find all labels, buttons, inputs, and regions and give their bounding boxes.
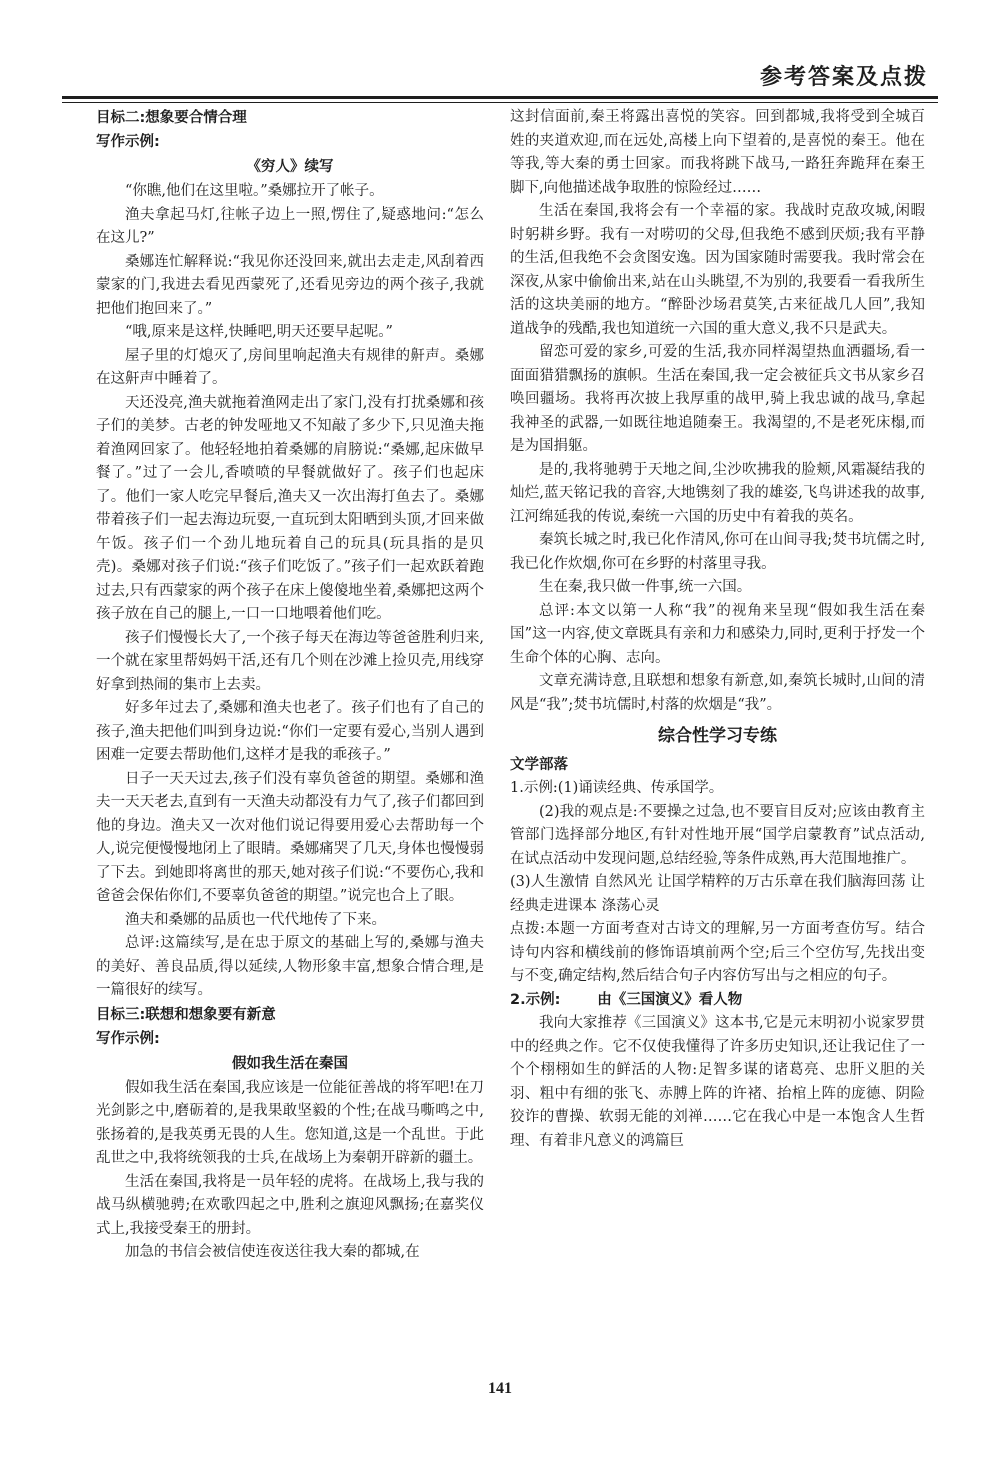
essay-title: 由《三国演义》看人物 [597, 991, 743, 1008]
comment: 总评:这篇续写,是在忠于原文的基础上写的,桑娜与渔夫的美好、善良品质,得以延续,人物形象丰富,想象合情合理,是一篇很好的续写。 [96, 935, 484, 998]
header-rule [62, 96, 938, 99]
paragraph: 留恋可爱的家乡,可爱的生活,我亦同样渴望热血洒疆场,看一面面猎猎飘扬的旗帜。生活在秦国,我一定会被征兵文书从家乡召唤回疆场。我将再次披上我厚重的战甲,骑上我忠诚的战马,拿起我神圣的武器,一如既往地追随秦王。我渴望的,不是老死床榻,而是为国捐躯。 [510, 344, 925, 454]
paragraph: 是的,我将驰骋于天地之间,尘沙吹拂我的脸颊,风霜凝结我的灿烂,蓝天铭记我的音容,大地镌刻了我的雄姿,飞鸟讲述我的故事,江河绵延我的传说,秦统一六国的历史中有着我的英名。 [510, 461, 925, 525]
paragraph: 生在秦,我只做一件事,统一六国。 [539, 579, 752, 595]
answer-heading [510, 989, 925, 1013]
paragraph: 生活在秦国,我将是一员年轻的虎将。在战场上,我与我的战马纵横驰骋;在欢歌四起之中,胜利之旗迎风飘扬;在嘉奖仪式上,我接受秦王的册封。 [96, 1173, 484, 1237]
example-label: 写作示例: [96, 134, 160, 150]
paragraph: 假如我生活在秦国,我应该是一位能征善战的将军吧!在刀光剑影之中,磨砺着的,是我果敢坚毅的个性;在战马嘶鸣之中,张扬着的,是我英勇无畏的人生。您知道,这是一个乱世。于此乱世之中,我将统领我的士兵,在战场上为秦朝开辟新的疆土。 [96, 1079, 484, 1166]
paragraph: 文章充满诗意,且联想和想象有新意,如,秦筑长城时,山间的清风是“我”;焚书坑儒时,村落的炊烟是“我”。 [510, 673, 925, 713]
answer-label: 2.示例: [510, 991, 561, 1008]
goal2-heading: 目标二:想象要合情合理 [96, 110, 247, 126]
paragraph: 秦筑长城之时,我已化作清风,你可在山间寻我;焚书坑儒之时,我已化作炊烟,你可在乡野的村落里寻我。 [510, 532, 925, 572]
answer: 1.示例:(1)诵读经典、传承国学。 [510, 780, 724, 796]
story1-title: 《穷人》续写 [246, 159, 334, 175]
paragraph: 我向大家推荐《三国演义》这本书,它是元末明初小说家罗贯中的经典之作。它不仅使我懂得了许多历史知识,还让我记住了一个个栩栩如生的鲜活的人物:足智多谋的诸葛亮、忠肝义胆的关羽、粗中有细的张飞、赤膊上阵的许褚、抬棺上阵的庞德、阴险狡诈的曹操、软弱无能的刘禅……它在我心中是一本饱含人生哲理、有着非凡意义的鸿篇巨 [510, 1015, 925, 1149]
section-title: 综合性学习专练 [658, 726, 777, 746]
paragraph: 日子一天天过去,孩子们没有辜负爸爸的期望。桑娜和渔夫一天天老去,直到有一天渔夫动都没有力气了,孩子们都回到他的身边。渔夫又一次对他们说记得要用爱心去帮助每一个人,说完便慢慢地闭上了眼睛。桑娜痛哭了几天,身体也慢慢弱了下去。到她即将离世的那天,她对孩子们说:“不要伤心,我和爸爸会保佑你们,不要辜负爸爸的期望。”说完也合上了眼。 [96, 770, 484, 904]
paragraph: 渔夫和桑娜的品质也一代代地传了下来。 [125, 911, 386, 928]
answer-tip: 点拨:本题一方面考查对古诗文的理解,另一方面考查仿写。结合诗句内容和横线前的修饰语填前两个空;后三个空仿写,先找出变与不变,确定结构,然后结合句子内容仿写出与之相应的句子。 [510, 921, 925, 984]
paragraph: “你瞧,他们在这里啦。”桑娜拉开了帐子。 [125, 183, 384, 199]
example-label: 写作示例: [96, 1030, 160, 1047]
paragraph: 桑娜连忙解释说:“我见你还没回来,就出去走走,风刮着西蒙家的门,我进去看见西蒙死了,还看见旁边的两个孩子,我就把他们抱回来了。” [96, 253, 484, 317]
paragraph: 天还没亮,渔夫就拖着渔网走出了家门,没有打扰桑娜和孩子们的美梦。古老的钟发哑地又不知敲了多少下,只见渔夫拖着渔网回家了。他轻轻地拍着桑娜的肩膀说:“桑娜,起床做早餐了。”过了一会儿,香喷喷的早餐就做好了。孩子们也起床了。他们一家人吃完早餐后,渔夫又一次出海打鱼去了。桑娜带着孩子们一起去海边玩耍,一直玩到太阳晒到头顶,才回来做午饭。孩子们一个劲儿地玩着自己的玩具(玩具指的是贝壳)。桑娜对孩子们说:“孩子们吃饭了。”孩子们一起欢跃着跑过去,只有西蒙家的两个孩子在床上傻傻地坐着,桑娜把这两个孩子放在自己的腿上,一口一口地喂着他们吃。 [96, 394, 484, 622]
paragraph: 生活在秦国,我将会有一个幸福的家。我战时克敌攻城,闲暇时躬耕乡野。我有一对唠叨的父母,但我绝不感到厌烦;我有平静的生活,但我绝不会贪图安逸。因为国家随时需要我。我时常会在深夜,从家中偷偷出来,站在山头眺望,不为别的,我要看一看我所生活的这块美丽的地方。“醉卧沙场君莫笑,古来征战几人回”,我知道战争的残酷,我也知道统一六国的重大意义,我不只是武夫。 [510, 203, 925, 337]
page-number: 141 [488, 1380, 512, 1397]
answer: (2)我的观点是:不要操之过急,也不要盲目反对;应该由教育主管部门选择部分地区,有针对性地开展“国学启蒙教育”试点活动,在试点活动中发现问题,总结经验,等条件成熟,再大范围地推广。 [510, 803, 925, 867]
paragraph: 加急的书信会被信使连夜送往我大秦的都城,在 [125, 1244, 420, 1260]
paragraph: 渔夫拿起马灯,往帐子边上一照,愣住了,疑惑地问:“怎么在这儿?” [96, 206, 484, 246]
paragraph: 这封信面前,秦王将露出喜悦的笑容。回到都城,我将受到全城百姓的夹道欢迎,而在远处,高楼上向下望着的,是喜悦的秦王。他在等我,等大秦的勇士回家。而我将跳下战马,一路狂奔跪拜在秦王脚下,向他描述战争取胜的惊险经过…… [510, 109, 925, 196]
goal3-heading: 目标三:联想和想象要有新意 [96, 1006, 276, 1023]
answer: (3)人生激情 自然风光 让国学精粹的万古乐章在我们脑海回荡 让经典走进课本 涤荡心灵 [510, 874, 925, 914]
story2-title: 假如我生活在秦国 [232, 1055, 348, 1072]
paragraph: “哦,原来是这样,快睡吧,明天还要早起呢。” [125, 324, 393, 340]
header-title: 参考答案及点拨 [759, 65, 928, 90]
comment: 总评:本文以第一人称“我”的视角来呈现“假如我生活在秦国”这一内容,使文章既具有亲和力和感染力,同时,更利于抒发一个生命个体的心胸、志向。 [510, 602, 925, 666]
left-column [96, 106, 484, 1265]
subsection-heading: 文学部落 [510, 757, 568, 773]
paragraph: 屋子里的灯熄灭了,房间里响起渔夫有规律的鼾声。桑娜在这鼾声中睡着了。 [96, 347, 484, 387]
paragraph: 好多年过去了,桑娜和渔夫也老了。孩子们也有了自己的孩子,渔夫把他们叫到身边说:“你们一定要有爱心,当别人遇到困难一定要去帮助他们,这样才是我的乖孩子。” [96, 700, 484, 763]
right-column [510, 106, 925, 1153]
paragraph: 孩子们慢慢长大了,一个孩子每天在海边等爸爸胜利归来,一个就在家里帮妈妈干活,还有几个则在沙滩上捡贝壳,用线穿好拿到热闹的集市上去卖。 [96, 629, 484, 693]
